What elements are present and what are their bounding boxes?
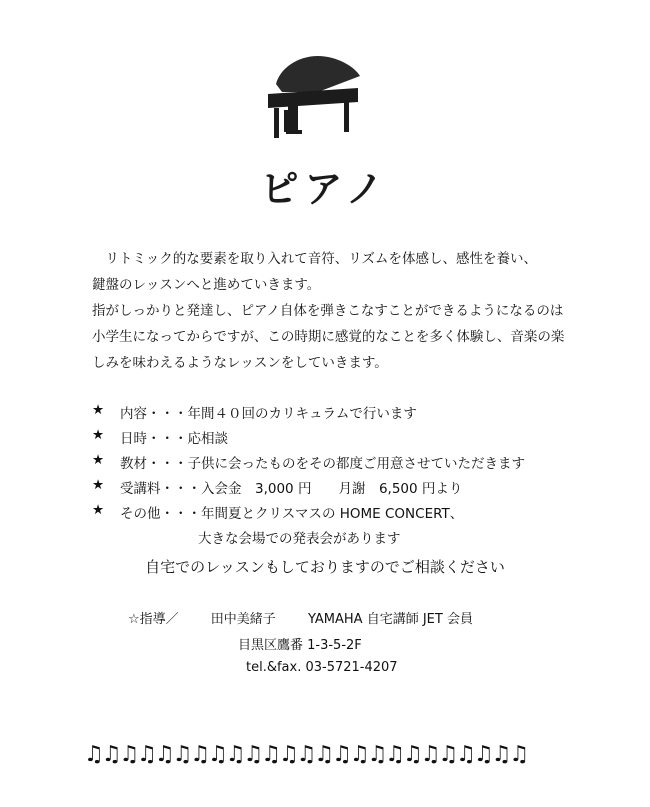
details-list [92,402,612,552]
instructor-label: ☆指導／ [128,612,179,627]
detail-text: その他・・・年間夏とクリスマスの HOME CONCERT、 [120,506,464,522]
instructor-line [128,608,473,634]
intro-line: 鍵盤のレッスンへと進めていきます。 [92,277,321,293]
closing-message: 自宅でのレッスンもしておりますのでご相談ください [145,558,505,576]
address: 目黒区鷹番 1-3-5-2F [238,638,362,653]
star-icon: ★ [92,402,105,418]
music-notes-border: ♫♫♫♫♫♫♫♫♫♫♫♫♫♫♫♫♫♫♫♫♫♫♫♫♫ [84,742,528,767]
grand-piano-icon [258,50,362,140]
instructor-name: 田中美緒子 [210,612,276,627]
detail-text: 教材・・・子供に会ったものをその都度ご用意させていただきます [120,456,525,472]
star-icon: ★ [92,427,105,443]
detail-row-other [92,502,612,527]
detail-row-fees [92,477,612,502]
intro-line: しみを味わえるようなレッスンをしていきます。 [92,355,388,371]
instructor-title: YAMAHA 自宅講師 JET 会員 [307,612,473,627]
detail-continuation: 大きな会場での発表会があります [198,531,401,547]
detail-row-schedule [92,427,612,452]
phone: tel.&fax. 03-5721-4207 [246,660,398,675]
intro-paragraph [92,250,592,380]
detail-text: 日時・・・応相談 [120,431,228,447]
star-icon: ★ [92,502,105,518]
intro-line: 小学生になってからですが、この時期に感覚的なことを多く体験し、音楽の楽 [92,329,565,345]
star-icon: ★ [92,477,105,493]
detail-row-content [92,402,612,427]
detail-text: 内容・・・年間４０回のカリキュラムで行います [120,406,417,422]
intro-line: 指がしっかりと発達し、ピアノ自体を弾きこなすことができるようになるのは [92,303,564,319]
detail-text: 受講料・・・入会金 3,000 円 月謝 6,500 円より [120,481,463,497]
page-title: ピアノ [260,167,390,211]
detail-row-materials [92,452,612,477]
intro-line: リトミック的な要素を取り入れて音符、リズムを体感し、感性を養い、 [105,251,537,267]
star-icon: ★ [92,452,105,468]
